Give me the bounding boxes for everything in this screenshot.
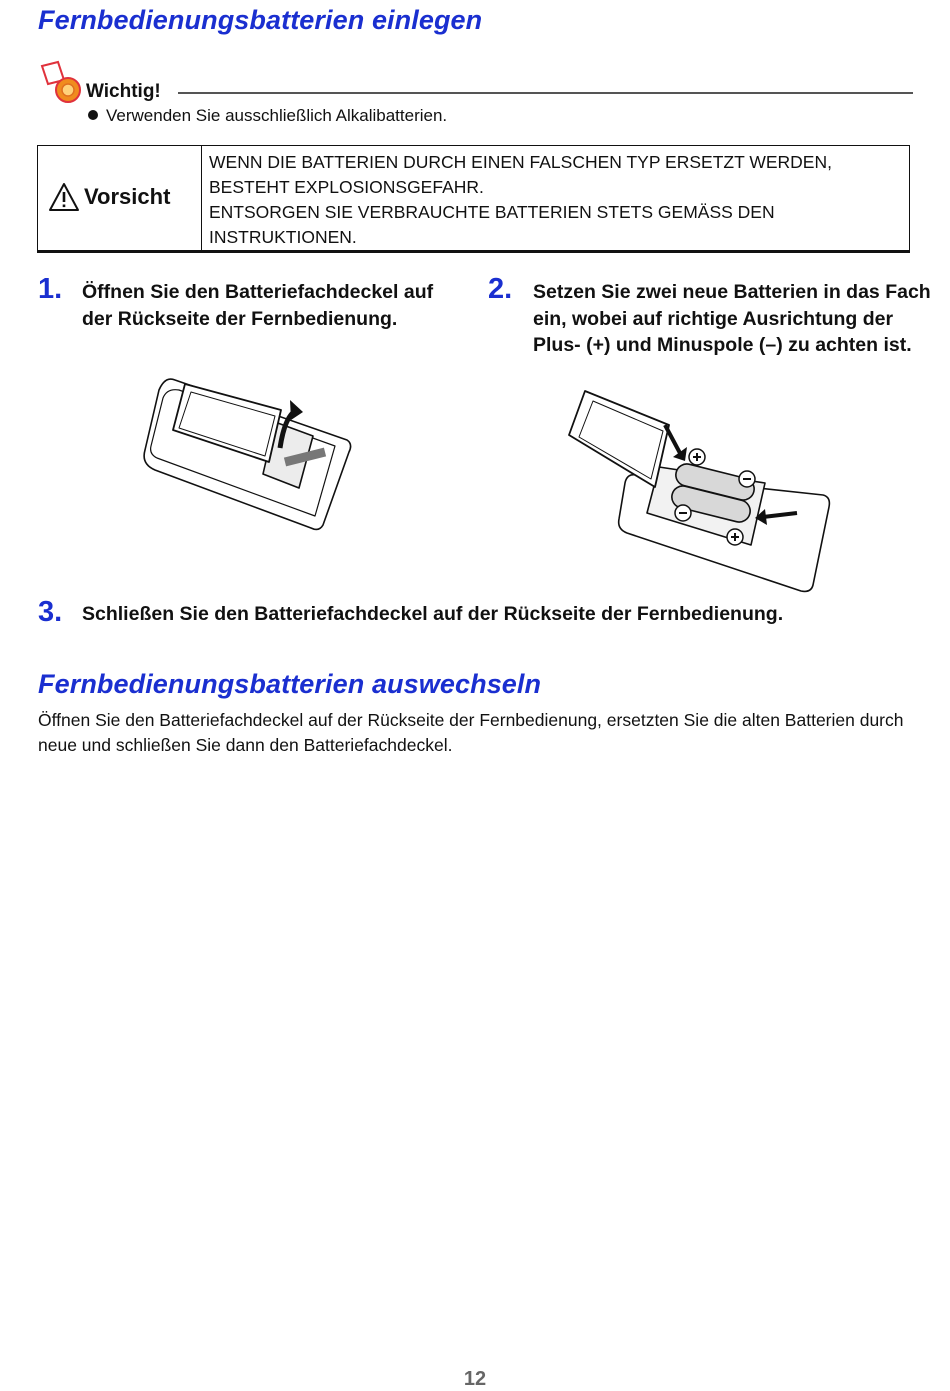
caution-line: WENN DIE BATTERIEN DURCH EINEN FALSCHEN TYP ERSETZT WERDEN, BESTEHT EXPLOSIONSGEFAHR. [209,152,832,197]
caution-label-cell [38,146,202,250]
page-number: 12 [463,1368,487,1390]
step-2-text: Setzen Sie zwei neue Batterien in das Fach ein, wobei auf richtige Ausrichtung der Plus- (+) und Minuspole (–) zu achten ist. [533,281,931,356]
step-3-text: Schließen Sie den Batteriefachdeckel auf der Rückseite der Fernbedienung. [82,603,784,625]
section-title-replace: Fernbedienungsbatterien auswechseln [38,669,542,699]
step-2-number: 2. [488,273,513,305]
important-divider [178,92,913,94]
warning-triangle-icon [48,182,80,212]
step-3-number: 3. [38,596,63,628]
caution-line: ENTSORGEN SIE VERBRAUCHTE BATTERIEN STETS GEMÄSS DEN INSTRUKTIONEN. [209,202,775,247]
important-label: Wichtig! [86,81,161,102]
remote-open-cover-illustration [135,370,355,535]
caution-box [37,145,910,253]
battery-insertion-illustration [565,385,835,595]
important-note [38,60,913,130]
replace-paragraph: Öffnen Sie den Batteriefachdeckel auf der Rückseite der Fernbedienung, ersetzten Sie die alten Batterien durch neue und schließen Sie dann den Batteriefachdeckel. [38,710,904,755]
important-bullet-item: Verwenden Sie ausschließlich Alkalibatterien. [88,106,447,126]
caution-text-cell [209,150,899,250]
step-1-number: 1. [38,273,63,305]
section-title-insert: Fernbedienungsbatterien einlegen [38,5,483,35]
caution-label: Vorsicht [84,184,171,209]
important-pin-icon [38,60,84,106]
step-1-text: Öffnen Sie den Batteriefachdeckel auf der Rückseite der Fernbedienung. [82,281,434,330]
